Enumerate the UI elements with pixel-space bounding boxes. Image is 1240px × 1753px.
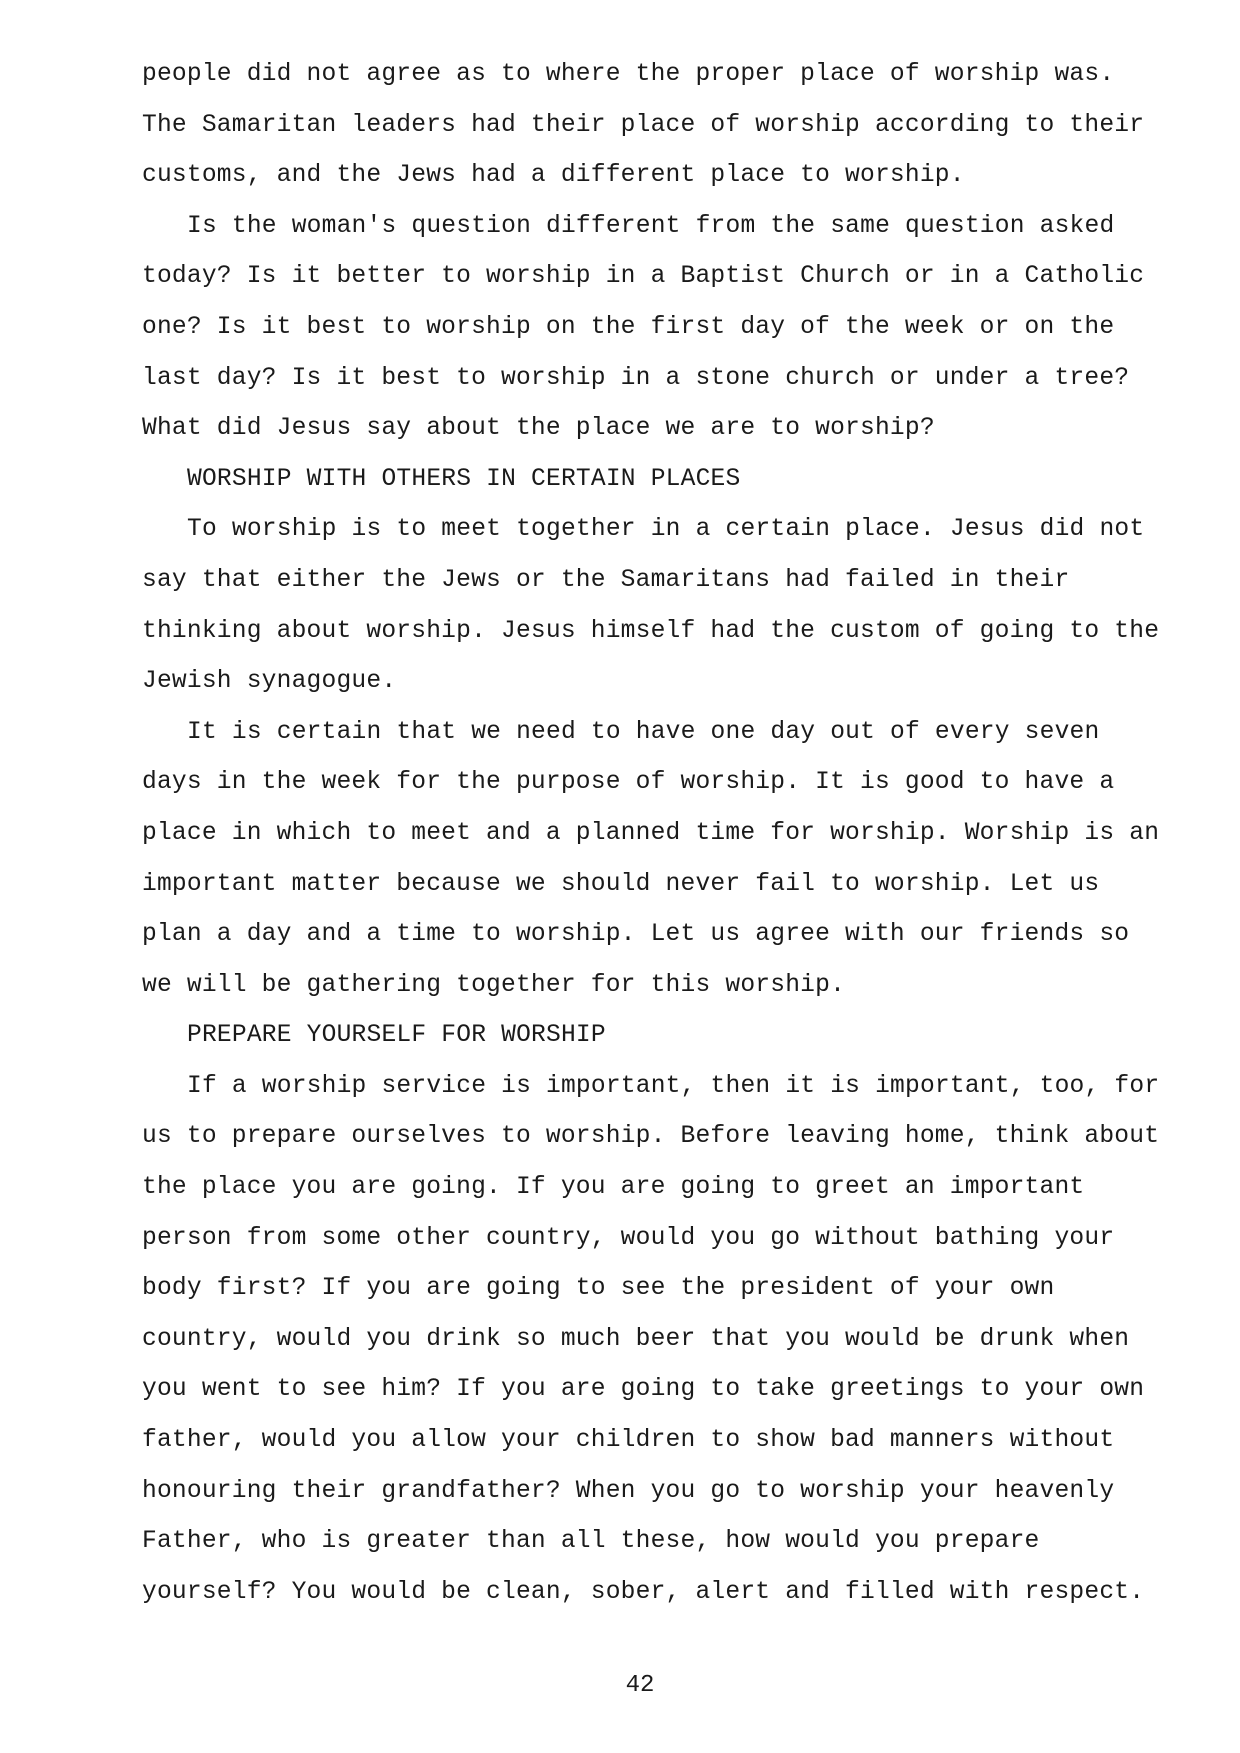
text-line: we will be gathering together for this worship. [142, 971, 846, 999]
text-line: the place you are going. If you are going to greet an important [142, 1174, 1085, 1202]
text-line: last day? Is it best to worship in a stone church or under a tree? [142, 364, 1130, 392]
text-line: If a worship service is important, then it is important, too, for [187, 1072, 1160, 1100]
text-line: yourself? You would be clean, sober, alert and filled with respect. [142, 1578, 1145, 1606]
text-line: plan a day and a time to worship. Let us agree with our friends so [142, 921, 1130, 949]
text-line: honouring their grandfather? When you go to worship your heavenly [142, 1477, 1115, 1505]
text-line: Father, who is greater than all these, how would you prepare [142, 1528, 1040, 1556]
text-line: one? Is it best to worship on the first day of the week or on the [142, 313, 1115, 341]
text-line: The Samaritan leaders had their place of worship according to their [142, 111, 1145, 139]
text-line: country, would you drink so much beer that you would be drunk when [142, 1325, 1130, 1353]
body-text [142, 50, 1202, 1618]
page-number: 42 [625, 1672, 655, 1699]
text-line: place in which to meet and a planned time for worship. Worship is an [142, 819, 1160, 847]
section-heading: PREPARE YOURSELF FOR WORSHIP [187, 1022, 606, 1050]
text-line: customs, and the Jews had a different place to worship. [142, 162, 965, 190]
text-line: today? Is it better to worship in a Baptist Church or in a Catholic [142, 263, 1145, 291]
text-line: days in the week for the purpose of worship. It is good to have a [142, 769, 1115, 797]
section-heading: WORSHIP WITH OTHERS IN CERTAIN PLACES [187, 465, 741, 493]
text-line: important matter because we should never fail to worship. Let us [142, 870, 1100, 898]
text-line: say that either the Jews or the Samaritans had failed in their [142, 566, 1070, 594]
text-line: thinking about worship. Jesus himself had the custom of going to the [142, 617, 1160, 645]
text-line: father, would you allow your children to show bad manners without [142, 1427, 1115, 1455]
text-line: It is certain that we need to have one day out of every seven [187, 718, 1100, 746]
text-line: us to prepare ourselves to worship. Before leaving home, think about [142, 1123, 1160, 1151]
text-line: person from some other country, would you go without bathing your [142, 1224, 1115, 1252]
text-line: you went to see him? If you are going to take greetings to your own [142, 1376, 1145, 1404]
text-line: Is the woman's question different from the same question asked [187, 212, 1115, 240]
text-line: people did not agree as to where the proper place of worship was. [142, 61, 1115, 88]
text-line: What did Jesus say about the place we are to worship? [142, 415, 935, 443]
text-line: To worship is to meet together in a certain place. Jesus did not [187, 516, 1145, 544]
text-line: body first? If you are going to see the president of your own [142, 1275, 1055, 1303]
text-line: Jewish synagogue. [142, 668, 397, 696]
